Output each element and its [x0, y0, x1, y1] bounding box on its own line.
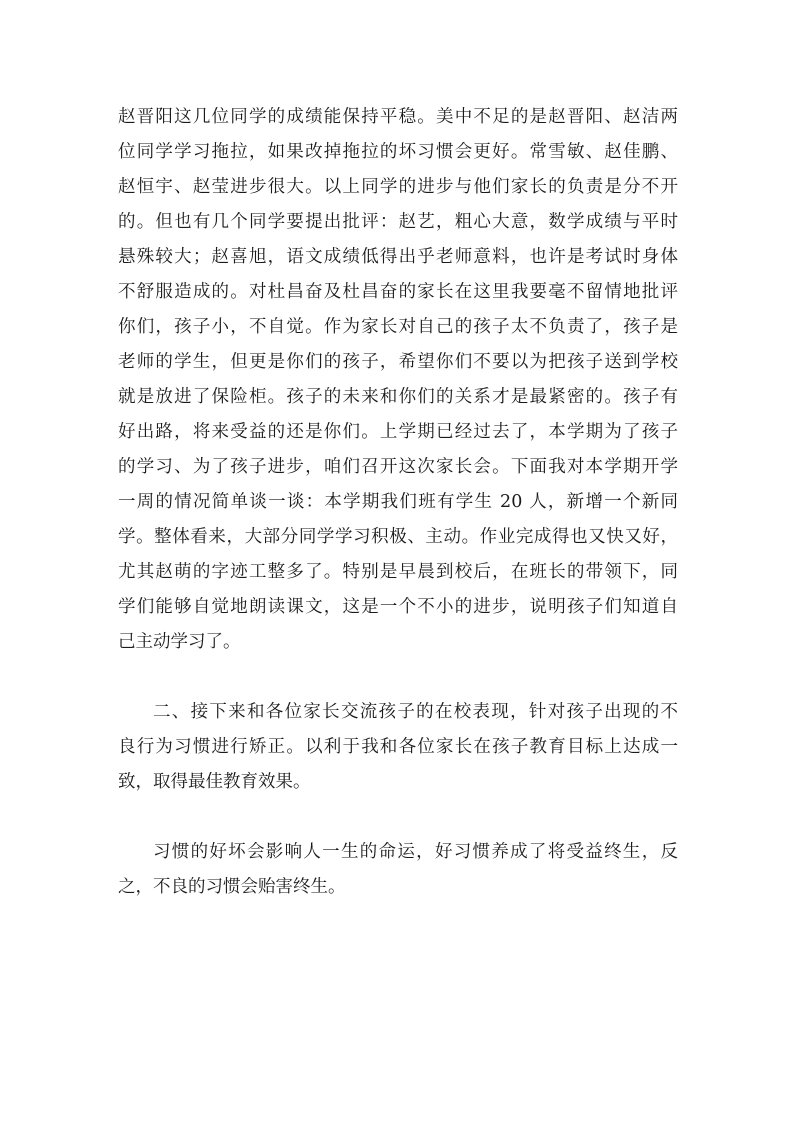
- text-line: 之，不良的习惯会贻害终生。: [118, 877, 346, 897]
- text-line: 良行为习惯进行矫正。以利于我和各位家长在孩子教育目标上达成一: [118, 737, 678, 757]
- text-line: 好出路，将来受益的还是你们。上学期已经过去了，本学期为了孩子: [118, 422, 678, 442]
- text-line: 的学习、为了孩子进步，咱们召开这次家长会。下面我对本学期开学: [118, 457, 678, 477]
- paragraph-spacer: [118, 660, 678, 695]
- text-line: 不舒服造成的。对杜昌奋及杜昌奋的家长在这里我要毫不留情地批评: [118, 282, 678, 302]
- text-line: 赵晋阳这几位同学的成绩能保持平稳。美中不足的是赵晋阳、赵洁两: [118, 107, 678, 127]
- text-line: 位同学学习拖拉，如果改掉拖拉的坏习惯会更好。常雪敏、赵佳鹏、: [118, 142, 678, 162]
- text-line: 你们，孩子小，不自觉。作为家长对自己的孩子太不负责了，孩子是: [118, 317, 678, 337]
- text-line: 尤其赵萌的字迹工整多了。特别是早晨到校后，在班长的带领下，同: [118, 562, 678, 582]
- text-line: 一周的情况简单谈一谈：本学期我们班有学生 20 人，新增一个新同: [118, 492, 678, 512]
- paragraph-2: [118, 695, 678, 800]
- paragraph-1: [118, 100, 678, 660]
- text-line: 习惯的好坏会影响人一生的命运，好习惯养成了将受益终生，反: [153, 842, 678, 862]
- text-line: 己主动学习了。: [118, 632, 241, 652]
- text-line: 二、接下来和各位家长交流孩子的在校表现，针对孩子出现的不: [153, 702, 678, 722]
- paragraph-3: [118, 835, 678, 905]
- paragraph-spacer: [118, 800, 678, 835]
- text-line: 悬殊较大；赵喜旭，语文成绩低得出乎老师意料，也许是考试时身体: [118, 247, 678, 267]
- text-line: 就是放进了保险柜。孩子的未来和你们的关系才是最紧密的。孩子有: [118, 387, 678, 407]
- text-line: 学。整体看来，大部分同学学习积极、主动。作业完成得也又快又好，: [118, 527, 678, 547]
- text-line: 赵恒宇、赵莹进步很大。以上同学的进步与他们家长的负责是分不开: [118, 177, 678, 197]
- text-line: 老师的学生，但更是你们的孩子，希望你们不要以为把孩子送到学校: [118, 352, 678, 372]
- text-line: 致，取得最佳教育效果。: [118, 772, 311, 792]
- document-body: [118, 100, 678, 905]
- text-line: 学们能够自觉地朗读课文，这是一个不小的进步，说明孩子们知道自: [118, 597, 678, 617]
- text-line: 的。但也有几个同学要提出批评：赵艺，粗心大意，数学成绩与平时: [118, 212, 678, 232]
